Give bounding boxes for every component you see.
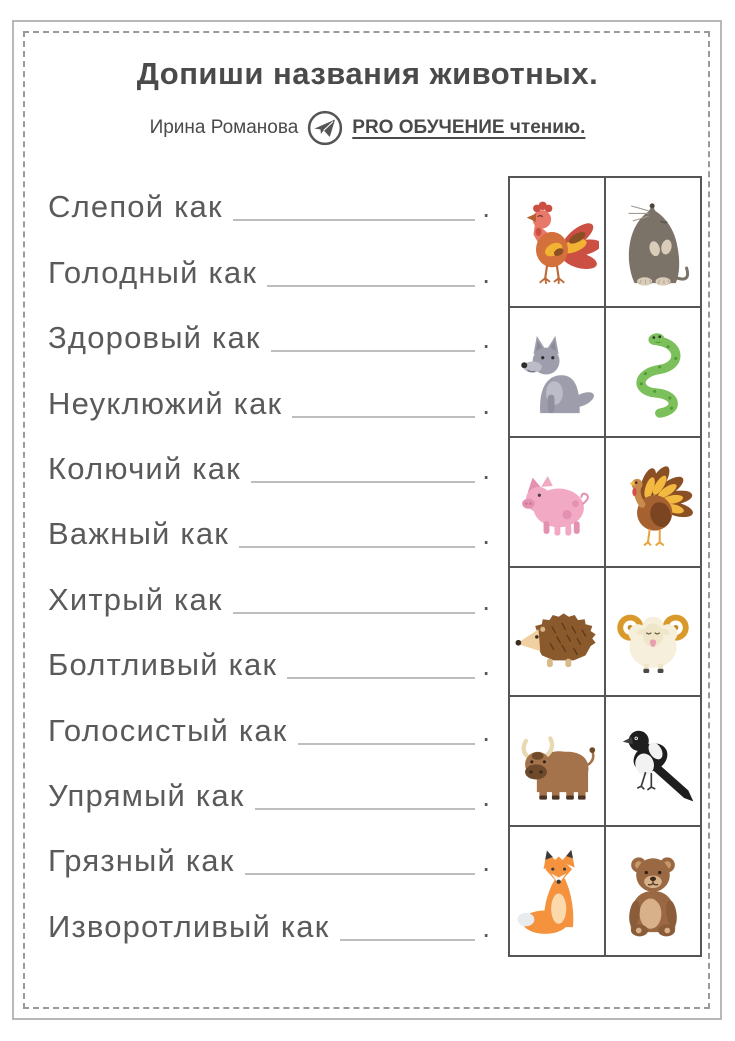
phrase-label: Хитрый как <box>48 581 223 617</box>
sentence-period: . <box>482 780 490 812</box>
phrase-list <box>48 167 490 952</box>
phrase-row <box>48 429 490 494</box>
sentence-period: . <box>482 519 490 551</box>
phrase-row <box>48 886 490 951</box>
phrase-row <box>48 298 490 363</box>
sentence-period: . <box>482 323 490 355</box>
byline <box>0 110 735 146</box>
answer-blank[interactable] <box>292 416 475 418</box>
sentence-period: . <box>482 257 490 289</box>
phrase-row <box>48 821 490 886</box>
fox-icon <box>515 836 599 946</box>
phrase-row <box>48 625 490 690</box>
answer-blank[interactable] <box>340 939 476 941</box>
wolf-icon <box>515 317 599 427</box>
phrase-label: Неуклюжий как <box>48 385 283 421</box>
answer-blank[interactable] <box>251 481 475 483</box>
magpie-icon <box>611 706 695 816</box>
phrase-label: Здоровый как <box>48 320 261 356</box>
sentence-period: . <box>482 911 490 943</box>
channel-link[interactable]: PRO ОБУЧЕНИЕ чтению. <box>352 117 586 138</box>
answer-blank[interactable] <box>245 873 476 875</box>
sentence-period: . <box>482 192 490 224</box>
phrase-label: Изворотливый как <box>48 908 330 944</box>
snake-icon <box>611 317 695 427</box>
animal-card-rooster <box>510 178 604 306</box>
sentence-period: . <box>482 584 490 616</box>
ram-icon <box>611 576 695 686</box>
sentence-period: . <box>482 453 490 485</box>
phrase-label: Голодный как <box>48 254 258 290</box>
animal-card-fox <box>510 827 604 955</box>
hedgehog-icon <box>515 576 599 686</box>
animal-card-bear <box>606 827 700 955</box>
answer-blank[interactable] <box>271 350 476 352</box>
phrase-label: Упрямый как <box>48 777 245 813</box>
phrase-label: Слепой как <box>48 189 223 225</box>
answer-blank[interactable] <box>233 612 476 614</box>
turkey-icon <box>611 447 695 557</box>
pig-icon <box>515 447 599 557</box>
phrase-label: Грязный как <box>48 843 235 879</box>
answer-blank[interactable] <box>287 677 475 679</box>
mole-icon <box>611 187 695 297</box>
animal-card-pig <box>510 438 604 566</box>
animal-card-bull <box>510 697 604 825</box>
phrase-row <box>48 494 490 559</box>
animal-card-wolf <box>510 308 604 436</box>
telegram-icon <box>307 110 343 146</box>
answer-blank[interactable] <box>255 808 476 810</box>
phrase-row <box>48 363 490 428</box>
animal-grid <box>508 176 702 957</box>
bull-icon <box>515 706 599 816</box>
phrase-label: Болтливый как <box>48 647 278 683</box>
phrase-label: Голосистый как <box>48 712 288 748</box>
phrase-row <box>48 559 490 624</box>
animal-card-mole <box>606 178 700 306</box>
answer-blank[interactable] <box>298 743 476 745</box>
phrase-label: Колючий как <box>48 450 241 486</box>
phrase-row <box>48 690 490 755</box>
phrase-row <box>48 167 490 232</box>
animal-card-ram <box>606 568 700 696</box>
rooster-icon <box>515 187 599 297</box>
animal-card-hedgehog <box>510 568 604 696</box>
animal-card-magpie <box>606 697 700 825</box>
answer-blank[interactable] <box>239 546 475 548</box>
phrase-row <box>48 232 490 297</box>
author-name: Ирина Романова <box>149 117 299 138</box>
answer-blank[interactable] <box>233 219 475 221</box>
sentence-period: . <box>482 846 490 878</box>
animal-card-snake <box>606 308 700 436</box>
animal-card-turkey <box>606 438 700 566</box>
answer-blank[interactable] <box>267 285 475 287</box>
bear-icon <box>611 836 695 946</box>
phrase-row <box>48 756 490 821</box>
page-title: Допиши названия животных. <box>136 56 599 91</box>
sentence-period: . <box>482 650 490 682</box>
sentence-period: . <box>482 388 490 420</box>
phrase-label: Важный как <box>48 516 230 552</box>
sentence-period: . <box>482 715 490 747</box>
